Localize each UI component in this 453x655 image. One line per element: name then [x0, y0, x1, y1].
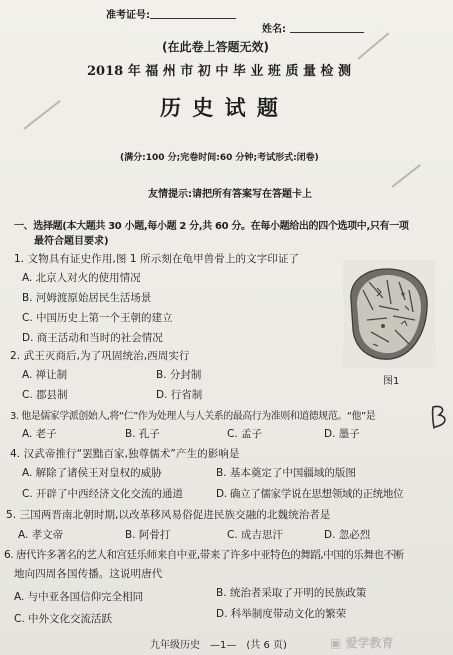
question-6: 6. 唐代许多著名的艺人和宫廷乐师来自中亚,带来了许多中亚特色的舞蹈,中国的乐舞也不断 [4, 549, 404, 561]
q1-option-b: B. 河姆渡原始居民生活场景 [22, 292, 152, 304]
section-heading: 一、选择题(本大题共 30 小题,每小题 2 分,共 60 分。在每小题给出的四个选项中,只有一项 [14, 221, 409, 232]
handwritten-answer [428, 404, 450, 430]
q2-option-c: C. 郡县制 [22, 389, 68, 401]
oracle-bone-image [343, 260, 435, 368]
scan-mark [357, 33, 389, 60]
name-blank [290, 32, 364, 33]
q3-option-c: C. 孟子 [227, 428, 263, 440]
q2-option-d: D. 行省制 [156, 389, 203, 401]
question-4: 4. 汉武帝推行“罢黜百家,独尊儒术”产生的影响是 [10, 448, 240, 460]
scan-mark [391, 164, 421, 188]
q2-option-a: A. 禅让制 [22, 369, 68, 381]
q5-option-d: D. 忽必烈 [324, 529, 371, 541]
watermark [330, 634, 394, 651]
subject-title: 历 史 试 题 [160, 96, 280, 120]
q6-option-c: C. 中外文化交流活跃 [14, 613, 113, 625]
q5-option-a: A. 孝文帝 [18, 529, 64, 541]
exam-info: (满分:100 分;完卷时间:60 分钟;考试形式:闭卷) [120, 153, 319, 163]
q6-option-a: A. 与中亚各国信仰完全相同 [14, 591, 144, 603]
q2-option-b: B. 分封制 [156, 369, 202, 381]
page-footer: 九年级历史 —1— (共 6 页) [150, 640, 287, 651]
question-5: 5. 三国两晋南北朝时期,以改革移风易俗促进民族交融的北魏统治者是 [6, 509, 331, 521]
name-label: 姓名: [262, 24, 286, 35]
q1-option-a: A. 北京人对火的使用情况 [22, 272, 141, 284]
q6-option-b: B. 统治者采取了开明的民族政策 [216, 587, 367, 599]
watermark-text: 爱学教育 [345, 636, 394, 650]
question-2: 2. 武王灭商后,为了巩固统治,西周实行 [10, 350, 190, 362]
handwritten-b-mark [428, 404, 450, 430]
scan-mark [23, 100, 60, 130]
q1-option-c: C. 中国历史上第一个王朝的建立 [22, 312, 173, 324]
exam-title: 2018 年 福 州 市 初 中 毕 业 班 质 量 检 测 [87, 64, 352, 79]
q5-option-b: B. 阿骨打 [125, 529, 171, 541]
notice: (在此卷上答题无效) [162, 40, 269, 54]
q4-option-b: B. 基本奠定了中国疆域的版图 [216, 467, 356, 479]
exam-id-label: 准考证号: [106, 10, 150, 21]
q1-option-d: D. 商王活动和当时的社会情况 [22, 332, 163, 344]
question-6-cont: 地向四周各国传播。这说明唐代 [14, 568, 163, 580]
figure-caption: 图1 [383, 376, 400, 387]
q3-option-b: B. 孔子 [125, 428, 160, 440]
q4-option-c: C. 开辟了中西经济文化交流的通道 [22, 488, 184, 500]
q3-option-d: D. 墨子 [324, 428, 360, 440]
watermark-logo-icon: ▣ [330, 636, 342, 650]
q5-option-c: C. 成吉思汗 [227, 529, 284, 541]
exam-id-blank [150, 18, 236, 19]
friendly-tip: 友情提示:请把所有答案写在答题卡上 [148, 189, 312, 200]
question-3: 3. 他是儒家学派创始人,将“仁”作为处理人与人关系的最高行为准则和道德规范。“他”是 [10, 411, 376, 422]
q4-option-a: A. 解除了诸侯王对皇权的威胁 [22, 467, 162, 479]
oracle-bone-figure [343, 260, 435, 368]
q6-option-d: D. 科举制度带动文化的繁荣 [216, 608, 347, 620]
section-heading-cont: 最符合题目要求) [34, 236, 109, 247]
q3-option-a: A. 老子 [22, 428, 57, 440]
question-1: 1. 文物具有证史作用,图 1 所示刻在龟甲兽骨上的文字印证了 [14, 253, 300, 265]
q4-option-d: D. 确立了儒家学说在思想领域的正统地位 [216, 488, 404, 500]
